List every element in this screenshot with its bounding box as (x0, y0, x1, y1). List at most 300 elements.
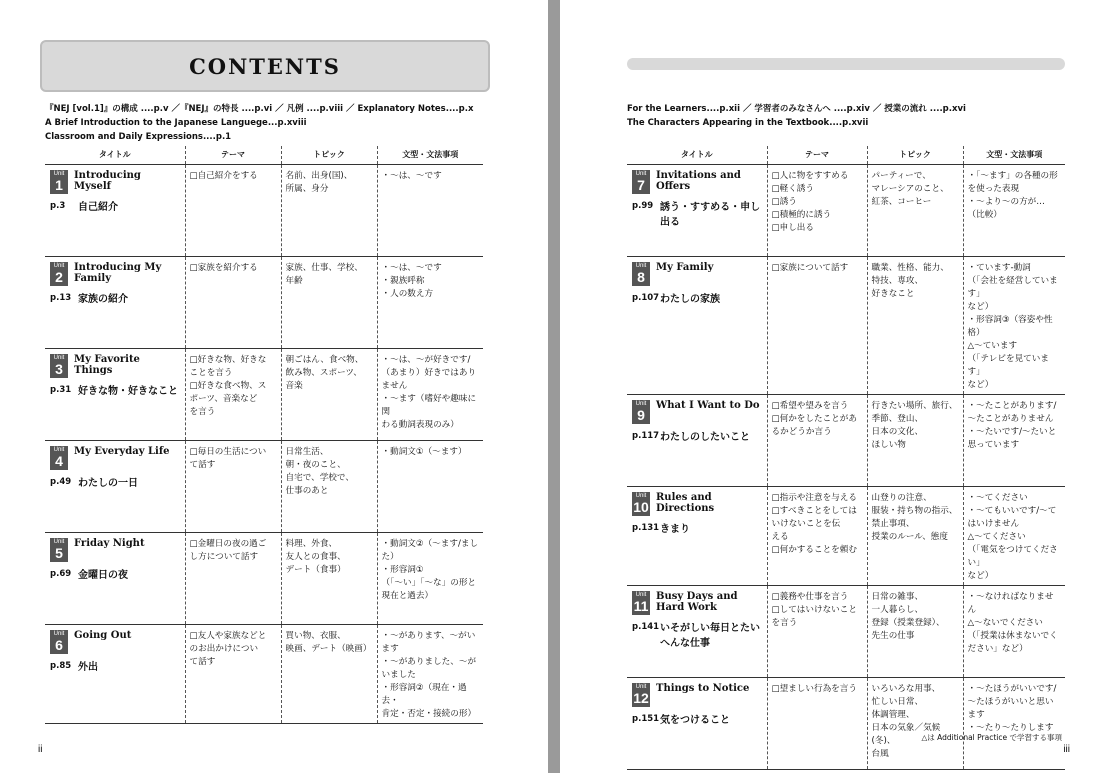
header-bar (627, 58, 1065, 70)
topic-line: 先生の仕事 (871, 630, 915, 641)
intro-line[interactable]: 『NEJ [vol.1]』の構成 ....p.v ／『NEJ』の特長 ....p.vi ／ 凡例 ....p.viii ／ Explanatory Notes....p.x (45, 104, 474, 114)
unit-subline (632, 292, 763, 307)
topic-line: 朝・夜のこと、 (285, 459, 346, 470)
topic-line: 登録（授業登録）、 (871, 617, 945, 628)
topic-line: 自宅で、学校で、 (285, 472, 354, 483)
topic-line: 禁止事項、 (871, 518, 915, 529)
unit-badge (632, 262, 650, 286)
unit-subline (50, 200, 181, 215)
unit-heading (50, 538, 181, 562)
theme-cell (767, 677, 867, 769)
theme-line: て話す (189, 656, 216, 667)
theme-cell (185, 256, 281, 348)
grammar-line: いました (381, 669, 416, 680)
topic-line: 日本の文化、 (871, 426, 924, 437)
grammar-line: △〜てください (967, 531, 1026, 542)
unit-badge-label: Unit (53, 262, 65, 269)
unit-title-en[interactable]: Busy Days and Hard Work (656, 590, 738, 613)
theme-line: □指示や注意を与える (771, 492, 857, 503)
unit-badge-label: Unit (53, 630, 65, 637)
grammar-line: ・形容詞③（容姿や性格） (967, 314, 1053, 338)
unit-number: 4 (55, 452, 63, 469)
grammar-line: ・動詞文②（〜ます/まし (381, 538, 479, 549)
unit-row (627, 677, 1065, 769)
unit-badge (632, 170, 650, 194)
unit-title-en[interactable]: Introducing Myself (74, 169, 141, 192)
unit-title-cell (45, 440, 185, 532)
unit-badge (50, 170, 68, 194)
theme-line: □申し出る (771, 222, 814, 233)
theme-line: □してはいけないこと (771, 604, 857, 615)
unit-title-cell (45, 256, 185, 348)
unit-page-number: p.107 (632, 292, 660, 303)
unit-page-number: p.99 (632, 200, 654, 211)
grammar-line: など） (967, 570, 994, 581)
grammar-cell (963, 585, 1065, 677)
unit-page-number: p.31 (50, 384, 72, 395)
unit-row (627, 394, 1065, 486)
unit-row (627, 486, 1065, 585)
topic-line: マレーシアのこと、 (871, 183, 949, 194)
topic-line: 職業、性格、能力、 (871, 262, 949, 273)
grammar-line: ・〜てください (967, 492, 1028, 503)
unit-number: 3 (55, 360, 63, 377)
grammar-line: ・〜があります、〜がい (381, 630, 476, 641)
grammar-line: など） (967, 379, 994, 390)
unit-title-en[interactable]: Introducing My Family (74, 261, 162, 284)
grammar-line: △〜ないでください (967, 617, 1043, 628)
topic-line: 日常生活、 (285, 446, 329, 457)
unit-subline (632, 621, 763, 651)
unit-heading (632, 492, 763, 516)
unit-row (45, 440, 483, 532)
theme-line: □家族を紹介する (189, 262, 258, 273)
unit-badge (50, 538, 68, 562)
theme-line: いけないことを伝 (771, 518, 841, 529)
unit-heading (50, 354, 181, 378)
theme-line: □望ましい行為を言う (771, 683, 857, 694)
topic-line: 友人との食事、 (285, 551, 346, 562)
unit-badge (50, 354, 68, 378)
unit-title-jp[interactable]: 外出 (78, 661, 98, 673)
theme-line: □誘う (771, 196, 797, 207)
grammar-line: た） (381, 551, 399, 562)
theme-line: ポーツ、音楽など (189, 393, 258, 404)
topic-cell (867, 585, 963, 677)
grammar-cell (377, 532, 483, 624)
grammar-line: ・〜は、〜が好きです/ (381, 354, 471, 365)
theme-cell (767, 256, 867, 394)
topic-line: デート（食事） (285, 564, 346, 575)
unit-badge-label: Unit (635, 400, 647, 407)
grammar-line: ます (381, 643, 399, 654)
grammar-line: 現在と過去） (381, 590, 434, 601)
topic-line: 一人暮らし、 (871, 604, 924, 615)
topic-cell (867, 164, 963, 256)
unit-badge (632, 591, 650, 615)
theme-line: □家族について話す (771, 262, 849, 273)
grammar-line: わる動詞表現のみ） (381, 419, 459, 430)
unit-page-number: p.13 (50, 292, 72, 303)
topic-cell (281, 624, 377, 723)
unit-page-number: p.131 (632, 522, 660, 533)
topic-line: パーティーで、 (871, 170, 931, 181)
topic-line: 忙しい日常、 (871, 696, 924, 707)
unit-title-en[interactable]: My Everyday Life (74, 445, 170, 457)
grammar-line: 〜たほうがいいと思い (967, 696, 1054, 707)
topic-cell (281, 164, 377, 256)
unit-title-en[interactable]: Going Out (74, 629, 132, 641)
unit-title-jp[interactable]: いそがしい毎日とたいへんな仕事 (660, 622, 760, 649)
contents-title: CONTENTS (189, 53, 341, 79)
grammar-line: ・動詞文①（〜ます） (381, 446, 467, 457)
topic-cell (867, 486, 963, 585)
unit-number: 11 (633, 597, 649, 614)
unit-number: 5 (55, 544, 63, 561)
grammar-line: （あまり）好きではあり (381, 367, 477, 378)
theme-line: □希望や望みを言う (771, 400, 849, 411)
theme-line: □すべきことをしては (771, 505, 857, 516)
unit-badge-label: Unit (635, 170, 647, 177)
topic-cell (867, 677, 963, 769)
unit-subline (50, 292, 181, 307)
topic-cell (281, 256, 377, 348)
grammar-line: 思っています (967, 439, 1020, 450)
theme-line: のお出かけについ (189, 643, 259, 654)
intro-line[interactable]: For the Learners....p.xii ／ 学習者のみなさんへ ....p.xiv ／ 授業の流れ ....p.xvi (627, 104, 966, 114)
unit-title-jp[interactable]: 金曜日の夜 (78, 569, 128, 581)
intro-line[interactable]: A Brief Introduction to the Japanese Languege...p.xviii (45, 118, 307, 128)
unit-page-number: p.117 (632, 430, 660, 441)
left-intro (45, 102, 473, 144)
topic-line: ほしい物 (871, 439, 906, 450)
theme-line: し方について話す (189, 551, 259, 562)
unit-badge-label: Unit (635, 591, 647, 598)
theme-line: □毎日の生活につい (189, 446, 267, 457)
grammar-line: ・ています-動詞 (967, 262, 1031, 273)
theme-line: □義務や仕事を言う (771, 591, 849, 602)
unit-heading (50, 446, 181, 470)
unit-heading (632, 591, 763, 615)
unit-number: 9 (637, 406, 645, 423)
unit-row (627, 585, 1065, 677)
grammar-cell (377, 164, 483, 256)
grammar-line: 〜たことがありません (967, 413, 1054, 424)
topic-cell (867, 394, 963, 486)
grammar-line: ・形容詞① (381, 564, 424, 575)
unit-title-cell (627, 486, 767, 585)
unit-row (45, 532, 483, 624)
theme-line: ことを言う (189, 367, 233, 378)
grammar-line: ・〜は、〜です (381, 262, 442, 273)
header-topic: トピック (281, 146, 377, 164)
unit-number: 1 (55, 176, 63, 193)
unit-badge (632, 683, 650, 707)
topic-line: 紅茶、コーヒー (871, 196, 932, 207)
unit-title-en[interactable]: My Family (656, 261, 714, 273)
grammar-line: ・人の数え方 (381, 288, 434, 299)
unit-number: 7 (637, 176, 645, 193)
unit-title-en[interactable]: Things to Notice (656, 682, 750, 694)
unit-subline (632, 430, 763, 445)
theme-line: □人に物をすすめる (771, 170, 849, 181)
topic-line: 家族、仕事、学校、 (285, 262, 363, 273)
unit-title-jp[interactable]: わたしの一日 (78, 477, 138, 489)
grammar-line: ・〜てもいいです/〜て (967, 505, 1057, 516)
header-topic: トピック (867, 146, 963, 164)
grammar-line: （「テレビを見ています」 (967, 353, 1049, 377)
header-title: タイトル (627, 146, 767, 164)
unit-badge (50, 262, 68, 286)
unit-badge (632, 492, 650, 516)
grammar-line: ・親族呼称 (381, 275, 425, 286)
header-title: タイトル (45, 146, 185, 164)
unit-title-jp[interactable]: 自己紹介 (78, 201, 118, 213)
unit-heading (50, 630, 181, 654)
unit-title-en[interactable]: Friday Night (74, 537, 145, 549)
unit-page-number: p.85 (50, 660, 72, 671)
theme-cell (767, 394, 867, 486)
unit-badge-label: Unit (635, 683, 647, 690)
topic-line: 日常の雑事、 (871, 591, 924, 602)
grammar-line: はいけません (967, 518, 1020, 529)
topic-line: 服装・持ち物の指示、 (871, 505, 958, 516)
unit-subline (50, 660, 181, 675)
topic-line: 年齢 (285, 275, 303, 286)
grammar-cell (377, 348, 483, 440)
unit-number: 2 (55, 268, 63, 285)
theme-cell (767, 486, 867, 585)
grammar-line: 肯定・否定・接続の形） (381, 708, 477, 719)
page-number: iii (1063, 744, 1070, 755)
topic-line: 台風 (871, 748, 889, 759)
grammar-line: ・〜たいです/〜たいと (967, 426, 1057, 437)
unit-subline (632, 200, 763, 230)
theme-line: □軽く誘う (771, 183, 814, 194)
unit-number: 12 (633, 689, 649, 706)
unit-row (627, 164, 1065, 256)
unit-title-cell (45, 532, 185, 624)
unit-subline (50, 568, 181, 583)
topic-line: 飲み物、スポーツ、 (285, 367, 362, 378)
unit-badge (632, 400, 650, 424)
topic-line: 所属、身分 (285, 183, 329, 194)
topic-line: 仕事のあと (285, 485, 329, 496)
theme-line: □友人や家族などと (189, 630, 267, 641)
unit-heading (50, 262, 181, 286)
grammar-line: ださい」など） (967, 643, 1028, 654)
theme-line: える (771, 531, 789, 542)
grammar-line: ・〜たり〜たりします (967, 722, 1054, 733)
topic-line: 朝ごはん、食べ物、 (285, 354, 364, 365)
unit-number: 8 (637, 268, 645, 285)
grammar-line: ・〜たことがあります/ (967, 400, 1057, 411)
unit-title-en[interactable]: Invitations and Offers (656, 169, 741, 192)
grammar-cell (963, 394, 1065, 486)
topic-line: 名前、出身(国)、 (285, 170, 353, 181)
unit-row (45, 348, 483, 440)
unit-number: 10 (633, 498, 649, 515)
topic-line: 料理、外食、 (285, 538, 338, 549)
theme-line: るかどうか言う (771, 426, 832, 437)
unit-title-cell (627, 256, 767, 394)
theme-line: □金曜日の夜の過ご (189, 538, 267, 549)
grammar-line: ません (381, 380, 408, 391)
left-page (0, 0, 548, 773)
unit-title-jp[interactable]: 誘う・すすめる・申し出る (660, 201, 761, 228)
unit-row (45, 624, 483, 723)
grammar-line: ・〜なければなりません (967, 591, 1054, 615)
grammar-cell (963, 164, 1065, 256)
theme-line: □積極的に誘う (771, 209, 832, 220)
unit-row (45, 164, 483, 256)
unit-title-cell (627, 394, 767, 486)
topic-line: 日本の気象／気候(冬)、 (871, 722, 941, 746)
unit-row (627, 256, 1065, 394)
unit-number: 6 (55, 636, 63, 653)
theme-cell (185, 532, 281, 624)
unit-title-jp[interactable]: わたしの家族 (660, 293, 720, 305)
theme-line: を言う (189, 406, 216, 417)
right-page (560, 0, 1108, 773)
theme-line: □何かすることを頼む (771, 544, 857, 555)
right-intro (627, 102, 966, 130)
topic-line: 体調管理、 (871, 709, 915, 720)
theme-line: □何かをしたことがあ (771, 413, 857, 424)
unit-subline (632, 713, 763, 728)
grammar-line: ・〜がありました、〜が (381, 656, 477, 667)
grammar-line: （「会社を経営しています」 (967, 275, 1058, 299)
unit-title-jp[interactable]: きまり (660, 523, 690, 535)
page-number: ii (38, 744, 43, 755)
unit-badge (50, 446, 68, 470)
unit-badge-label: Unit (635, 262, 647, 269)
topic-cell (281, 532, 377, 624)
contents-table-right (627, 146, 1065, 770)
topic-cell (867, 256, 963, 394)
header-theme: テーマ (767, 146, 867, 164)
unit-title-en[interactable]: My Favorite Things (74, 353, 140, 376)
topic-line: 買い物、衣服、 (285, 630, 346, 641)
header-grammar: 文型・文法事項 (963, 146, 1065, 164)
footnote: △は Additional Practice で学習する事項 (921, 733, 1062, 742)
unit-badge-label: Unit (635, 492, 647, 499)
topic-line: いろいろな用事、 (871, 683, 941, 694)
unit-subline (632, 522, 763, 537)
unit-heading (632, 400, 763, 424)
theme-cell (767, 585, 867, 677)
unit-subline (50, 476, 181, 491)
unit-badge-label: Unit (53, 354, 65, 361)
grammar-cell (377, 256, 483, 348)
topic-line: 音楽 (285, 380, 303, 391)
unit-page-number: p.49 (50, 476, 72, 487)
unit-heading (50, 170, 181, 194)
unit-title-jp[interactable]: 家族の紹介 (78, 293, 128, 305)
topic-cell (281, 440, 377, 532)
theme-line: □好きな食べ物、ス (189, 380, 267, 391)
unit-page-number: p.141 (632, 621, 660, 632)
grammar-line: ・〜たほうがいいです/ (967, 683, 1057, 694)
unit-subline (50, 384, 181, 399)
topic-line: 行きたい場所、旅行、 (871, 400, 958, 411)
grammar-line: を使った表現 (967, 183, 1020, 194)
unit-badge (50, 630, 68, 654)
unit-heading (632, 262, 763, 286)
topic-line: 特技、専攻、 (871, 275, 924, 286)
contents-title-box (40, 40, 490, 92)
unit-title-jp[interactable]: わたしのしたいこと (660, 431, 750, 443)
unit-title-en[interactable]: Rules and Directions (656, 491, 715, 514)
theme-line: て話す (189, 459, 216, 470)
theme-cell (185, 164, 281, 256)
header-grammar: 文型・文法事項 (377, 146, 483, 164)
unit-title-cell (627, 164, 767, 256)
unit-row (45, 256, 483, 348)
unit-page-number: p.151 (632, 713, 660, 724)
grammar-line: （「授業は休まないでく (967, 630, 1058, 641)
unit-page-number: p.3 (50, 200, 66, 211)
unit-title-cell (45, 164, 185, 256)
unit-title-cell (45, 624, 185, 723)
grammar-cell (963, 256, 1065, 394)
grammar-line: ・〜は、〜です (381, 170, 442, 181)
unit-title-jp[interactable]: 好きな物・好きなこと (78, 385, 178, 397)
topic-line: 季節、登山、 (871, 413, 924, 424)
unit-title-jp[interactable]: 気をつけること (660, 714, 730, 726)
topic-line: 好きなこと (871, 288, 915, 299)
unit-badge-label: Unit (53, 170, 65, 177)
grammar-line: （「〜い」「〜な」の形と (381, 577, 477, 588)
grammar-line: ・形容詞②（現在・過去・ (381, 682, 467, 706)
topic-cell (281, 348, 377, 440)
grammar-line: ます (967, 709, 985, 720)
theme-line: を言う (771, 617, 798, 628)
topic-line: 映画、デート（映画） (285, 643, 372, 654)
unit-badge-label: Unit (53, 446, 65, 453)
contents-table-left (45, 146, 483, 724)
theme-cell (185, 348, 281, 440)
grammar-line: △〜ています (967, 340, 1018, 351)
intro-line[interactable]: The Characters Appearing in the Textbook....p.xvii (627, 118, 869, 128)
grammar-line: ・〜ます（嗜好や趣味に関 (381, 393, 477, 417)
theme-cell (767, 164, 867, 256)
grammar-cell (377, 624, 483, 723)
grammar-line: ・〜より〜の方が…（比較） (967, 196, 1045, 220)
theme-line: □自己紹介をする (189, 170, 258, 181)
grammar-cell (963, 677, 1065, 769)
unit-heading (632, 683, 763, 707)
theme-line: □好きな物、好きな (189, 354, 267, 365)
grammar-line: （「電気をつけてください」 (967, 544, 1058, 568)
intro-line[interactable]: Classroom and Daily Expressions....p.1 (45, 132, 232, 142)
topic-line: 授業のルール、態度 (871, 531, 948, 542)
theme-cell (185, 440, 281, 532)
grammar-cell (377, 440, 483, 532)
theme-cell (185, 624, 281, 723)
header-theme: テーマ (185, 146, 281, 164)
grammar-line: ・「〜ます」の各種の形 (967, 170, 1058, 181)
unit-title-en[interactable]: What I Want to Do (656, 399, 760, 411)
unit-page-number: p.69 (50, 568, 72, 579)
grammar-line: など） (967, 301, 994, 312)
unit-heading (632, 170, 763, 194)
unit-badge-label: Unit (53, 538, 65, 545)
unit-title-cell (627, 585, 767, 677)
topic-line: 山登りの注意、 (871, 492, 932, 503)
unit-title-cell (45, 348, 185, 440)
grammar-cell (963, 486, 1065, 585)
